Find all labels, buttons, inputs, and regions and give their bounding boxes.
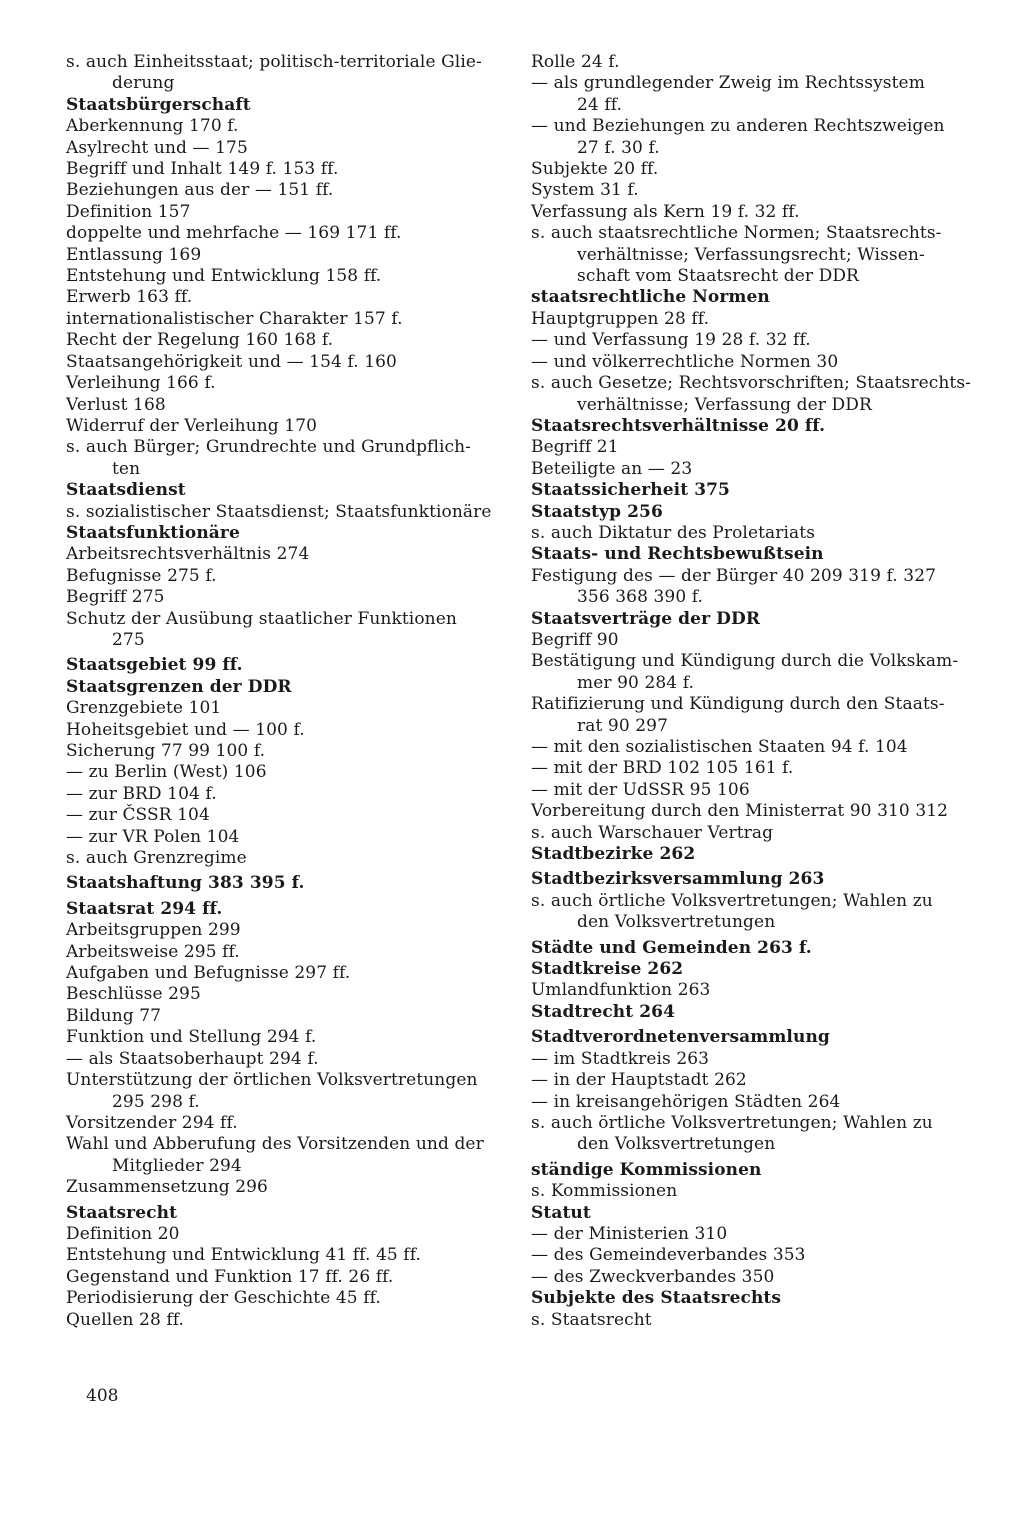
index-subentry: Subjekte 20 ff.	[531, 159, 659, 180]
index-continuation: 295 298 f.	[112, 1091, 200, 1112]
index-heading: Staatsverträge der DDR	[531, 608, 761, 629]
index-subentry: — in kreisangehörigen Städten 264	[531, 1091, 841, 1112]
index-subentry: — mit der BRD 102 105 161 f.	[531, 758, 794, 779]
index-column-left	[66, 52, 516, 1331]
index-subentry: Vorsitzender 294 ff.	[66, 1112, 238, 1133]
index-heading: Staats- und Rechtsbewußtsein	[531, 544, 824, 565]
index-heading: Stadtverordnetenversammlung	[531, 1027, 830, 1048]
index-cross-reference-continuation: ten	[112, 458, 141, 479]
index-heading: Staatsgrenzen der DDR	[66, 676, 292, 697]
index-subentry: Bildung 77	[66, 1005, 162, 1026]
index-cross-reference: s. auch Gesetze; Rechtsvorschriften; Staatsrechts-	[531, 373, 972, 394]
index-subentry: Bestätigung und Kündigung durch die Volkskam-	[531, 651, 959, 672]
index-subentry: Beteiligte an — 23	[531, 458, 693, 479]
index-subentry: Entstehung und Entwicklung 158 ff.	[66, 266, 382, 287]
index-heading: Stadtkreise 262	[531, 959, 684, 980]
index-cross-reference: s. auch örtliche Volksvertretungen; Wahlen zu	[531, 890, 933, 911]
index-subentry: — und Verfassung 19 28 f. 32 ff.	[531, 330, 811, 351]
index-subentry: Erwerb 163 ff.	[66, 287, 193, 308]
index-subentry: — zu Berlin (West) 106	[66, 762, 267, 783]
index-subentry: — als Staatsoberhaupt 294 f.	[66, 1048, 319, 1069]
index-subentry: Beziehungen aus der — 151 ff.	[66, 180, 334, 201]
index-cross-reference-continuation: den Volksvertretungen	[577, 1134, 776, 1155]
index-cross-reference-continuation: verhältnisse; Verfassungsrecht; Wissen-	[577, 244, 925, 265]
index-subentry: Staatsangehörigkeit und — 154 f. 160	[66, 351, 397, 372]
index-heading: ständige Kommissionen	[531, 1159, 762, 1180]
index-subentry: Unterstützung der örtlichen Volksvertretungen	[66, 1070, 478, 1091]
index-cross-reference-continuation: derung	[112, 73, 175, 94]
index-subentry: Entstehung und Entwicklung 41 ff. 45 ff.	[66, 1245, 421, 1266]
index-subentry: Begriff und Inhalt 149 f. 153 ff.	[66, 159, 339, 180]
index-subentry: Aberkennung 170 f.	[66, 116, 239, 137]
index-subentry: — zur VR Polen 104	[66, 826, 240, 847]
index-subentry: Verleihung 166 f.	[66, 373, 216, 394]
index-continuation: rat 90 297	[577, 715, 668, 736]
index-subentry: — der Ministerien 310	[531, 1223, 728, 1244]
index-continuation: 356 368 390 f.	[577, 587, 704, 608]
index-subentry: Begriff 21	[531, 437, 619, 458]
index-subentry: — in der Hauptstadt 262	[531, 1070, 747, 1091]
index-heading: Staatsbürgerschaft	[66, 94, 251, 115]
index-continuation: mer 90 284 f.	[577, 672, 694, 693]
index-cross-reference: s. auch Grenzregime	[66, 848, 247, 869]
index-subentry: Arbeitsrechtsverhältnis 274	[66, 544, 310, 565]
index-heading: Städte und Gemeinden 263 f.	[531, 937, 812, 958]
index-subentry: Schutz der Ausübung staatlicher Funktionen	[66, 608, 457, 629]
index-heading: Staatsgebiet 99 ff.	[66, 655, 243, 676]
index-heading: Staatsrechtsverhältnisse 20 ff.	[531, 415, 826, 436]
index-subentry: Asylrecht und — 175	[66, 137, 248, 158]
index-cross-reference: s. auch staatsrechtliche Normen; Staatsrechts-	[531, 223, 942, 244]
index-subentry: Gegenstand und Funktion 17 ff. 26 ff.	[66, 1266, 394, 1287]
index-subentry: Sicherung 77 99 100 f.	[66, 741, 266, 761]
index-subentry: Beschlüsse 295	[66, 984, 201, 1005]
index-cross-reference-continuation: schaft vom Staatsrecht der DDR	[577, 266, 859, 287]
index-cross-reference-continuation: verhältnisse; Verfassung der DDR	[577, 394, 872, 415]
index-subentry: Wahl und Abberufung des Vorsitzenden und der	[66, 1134, 484, 1155]
index-heading: Staatstyp 256	[531, 501, 663, 522]
index-subentry: — des Zweckverbandes 350	[531, 1266, 775, 1287]
page-number: 408	[86, 1386, 119, 1406]
index-heading: staatsrechtliche Normen	[531, 287, 770, 308]
index-continuation: 275	[112, 629, 145, 650]
index-heading: Statut	[531, 1202, 591, 1223]
index-subentry: Periodisierung der Geschichte 45 ff.	[66, 1288, 381, 1309]
index-subentry: Umlandfunktion 263	[531, 980, 711, 1001]
index-cross-reference-continuation: den Volksvertretungen	[577, 912, 776, 933]
index-heading: Subjekte des Staatsrechts	[531, 1288, 782, 1309]
index-subentry: Verlust 168	[66, 394, 166, 415]
index-heading: Staatsrecht	[66, 1202, 178, 1223]
index-heading: Stadtrecht 264	[531, 1001, 676, 1022]
index-cross-reference: s. Kommissionen	[531, 1181, 678, 1202]
index-subentry: Quellen 28 ff.	[66, 1309, 185, 1330]
index-heading: Stadtbezirke 262	[531, 844, 696, 865]
index-continuation: 27 f. 30 f.	[577, 137, 660, 158]
index-subentry: Zusammensetzung 296	[66, 1177, 268, 1198]
index-column-right	[531, 52, 979, 1331]
index-subentry: — mit der UdSSR 95 106	[531, 779, 750, 800]
index-subentry: doppelte und mehrfache — 169 171 ff.	[66, 223, 402, 244]
index-heading: Staatssicherheit 375	[531, 480, 730, 501]
index-cross-reference: s. auch Einheitsstaat; politisch-territoriale Glie-	[66, 52, 482, 72]
index-subentry: — als grundlegender Zweig im Rechtssystem	[531, 73, 925, 94]
index-continuation: Mitglieder 294	[112, 1155, 242, 1176]
index-cross-reference: s. auch Warschauer Vertrag	[531, 822, 774, 843]
index-heading: Stadtbezirksversammlung 263	[531, 869, 825, 890]
index-subentry: — und Beziehungen zu anderen Rechtszweigen	[531, 116, 945, 137]
index-subentry: — mit den sozialistischen Staaten 94 f. 104	[531, 737, 908, 757]
index-cross-reference: s. Staatsrecht	[531, 1309, 652, 1330]
index-subentry: internationalistischer Charakter 157 f.	[66, 308, 403, 329]
index-subentry: Grenzgebiete 101	[66, 698, 222, 719]
index-subentry: Begriff 275	[66, 587, 165, 608]
index-subentry: System 31 f.	[531, 180, 639, 201]
index-heading: Staatshaftung 383 395 f.	[66, 873, 305, 894]
index-subentry: Hoheitsgebiet und — 100 f.	[66, 719, 305, 740]
index-subentry: Verfassung als Kern 19 f. 32 ff.	[531, 201, 800, 222]
index-subentry: Hauptgruppen 28 ff.	[531, 308, 710, 329]
index-heading: Staatsdienst	[66, 480, 186, 501]
index-subentry: Recht der Regelung 160 168 f.	[66, 330, 334, 351]
index-subentry: Ratifizierung und Kündigung durch den Staats-	[531, 694, 945, 715]
index-subentry: Entlassung 169	[66, 244, 202, 265]
index-cross-reference: s. auch Diktatur des Proletariats	[531, 522, 816, 543]
index-subentry: Begriff 90	[531, 629, 619, 650]
index-cross-reference: s. auch Bürger; Grundrechte und Grundpflich-	[66, 437, 472, 458]
index-cross-reference: s. sozialistischer Staatsdienst; Staatsfunktionäre	[66, 501, 492, 522]
index-subentry: Arbeitsgruppen 299	[66, 920, 241, 941]
index-subentry: — im Stadtkreis 263	[531, 1048, 710, 1069]
index-heading: Staatsfunktionäre	[66, 522, 240, 543]
index-subentry: Aufgaben und Befugnisse 297 ff.	[66, 963, 351, 984]
index-subentry: Vorbereitung durch den Ministerrat 90 310 312	[531, 801, 949, 822]
index-subentry: — zur BRD 104 f.	[66, 783, 217, 804]
index-subentry: Arbeitsweise 295 ff.	[66, 941, 240, 962]
index-heading: Staatsrat 294 ff.	[66, 898, 223, 919]
index-subentry: Definition 157	[66, 201, 191, 222]
index-subentry: Befugnisse 275 f.	[66, 565, 217, 586]
index-subentry: — zur ČSSR 104	[66, 805, 210, 826]
index-cross-reference: s. auch örtliche Volksvertretungen; Wahlen zu	[531, 1112, 933, 1133]
index-subentry: Widerruf der Verleihung 170	[66, 415, 318, 436]
index-subentry: Festigung des — der Bürger 40 209 319 f. 327	[531, 565, 937, 586]
index-subentry: — und völkerrechtliche Normen 30	[531, 351, 839, 372]
index-subentry: Definition 20	[66, 1223, 180, 1244]
index-subentry: Rolle 24 f.	[531, 52, 620, 72]
index-subentry: Funktion und Stellung 294 f.	[66, 1027, 317, 1048]
index-subentry: — des Gemeindeverbandes 353	[531, 1245, 806, 1266]
index-continuation: 24 ff.	[577, 94, 623, 115]
